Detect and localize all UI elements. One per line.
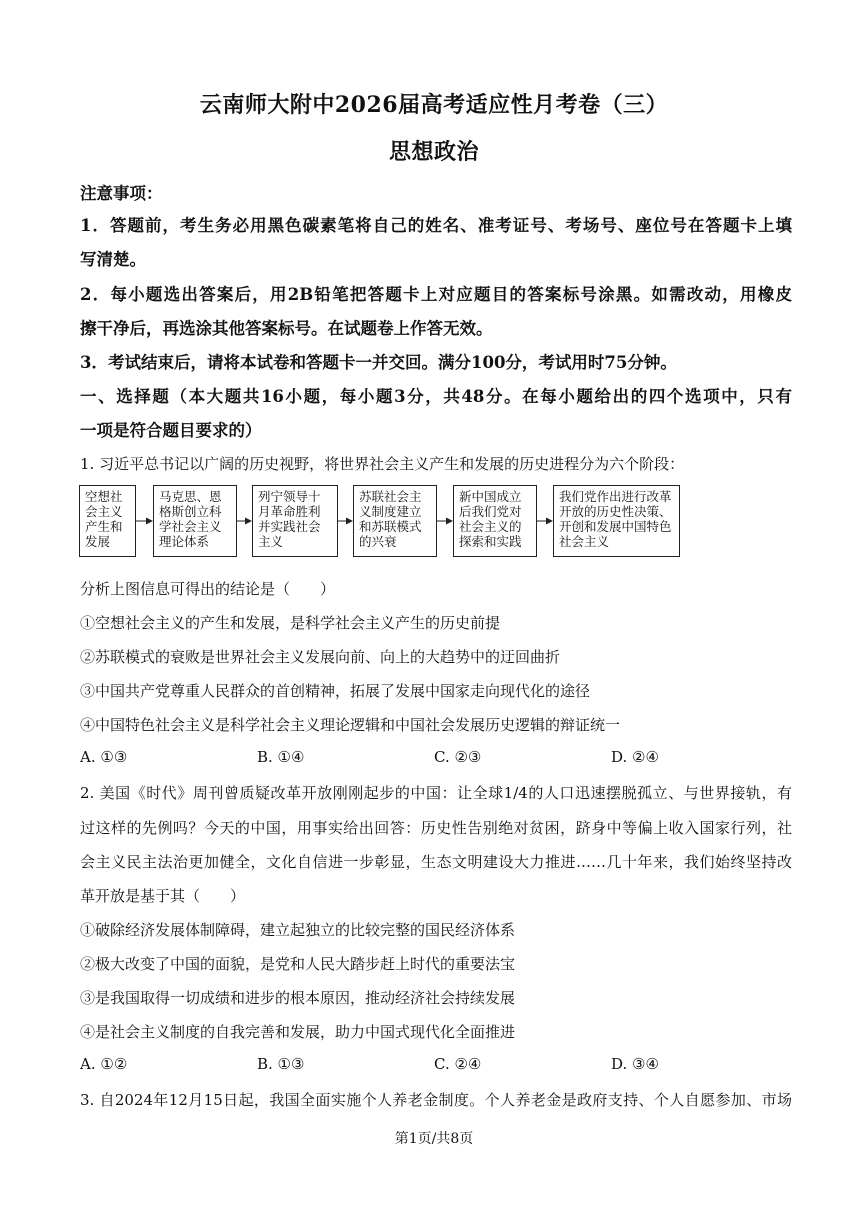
q1-stem: 1. 习近平总书记以广阔的历史视野，将世界社会主义产生和发展的历史进程分为六个阶段： (80, 455, 685, 473)
q2-stem-line-1: 2. 美国《时代》周刊曾质疑改革开放刚刚起步的中国：让全球1/4的人口迅速摆脱孤立、与世界接轨，有 (80, 784, 792, 802)
flow-stage-6: 我们党作出进行改革开放的历史性决策、开创和发展中国特色社会主义 (553, 485, 680, 557)
q1-statement-2: ②苏联模式的衰败是世界社会主义发展向前、向上的大趋势中的迂回曲折 (80, 648, 561, 666)
flow-stage-3: 列宁领导十月革命胜利并实践社会主义 (252, 485, 338, 557)
subject-title: 思想政治 (388, 139, 479, 165)
q1-question: 分析上图信息可得出的结论是（ ） (80, 580, 336, 598)
notice-item-2-line-2: 擦干净后，再选涂其他答案标号。在试题卷上作答无效。 (80, 319, 493, 338)
flow-stage-2: 马克思、恩格斯创立科学社会主义理论体系 (153, 485, 237, 557)
notice-heading: 注意事项： (80, 184, 163, 203)
q1-option-b[interactable]: B. ①④ (257, 748, 305, 766)
q2-option-c[interactable]: C. ②④ (434, 1055, 482, 1073)
q2-stem-line-2: 过这样的先例吗？今天的中国，用事实给出回答：历史性告别绝对贫困，跻身中等偏上收入国家行列，社 (80, 819, 792, 837)
q2-option-d[interactable]: D. ③④ (611, 1055, 659, 1073)
section-1-heading-line-1: 一、选择题（本大题共16小题，每小题3分，共48分。在每小题给出的四个选项中，只有 (80, 387, 792, 406)
q1-statement-4: ④中国特色社会主义是科学社会主义理论逻辑和中国社会发展历史逻辑的辩证统一 (80, 716, 621, 734)
q2-option-b[interactable]: B. ①③ (257, 1055, 305, 1073)
q3-stem-line-1: 3. 自2024年12月15日起，我国全面实施个人养老金制度。个人养老金是政府支持、个人自愿参加、市场 (80, 1091, 792, 1109)
flow-stage-5: 新中国成立后我们党对社会主义的探索和实践 (453, 485, 537, 557)
q2-statement-2: ②极大改变了中国的面貌，是党和人民大踏步赶上时代的重要法宝 (80, 955, 516, 973)
q2-option-a[interactable]: A. ①② (80, 1055, 128, 1073)
q2-stem-line-4: 革开放是基于其（ ） (80, 887, 246, 905)
q2-statement-3: ③是我国取得一切成绩和进步的根本原因，推动经济社会持续发展 (80, 989, 516, 1007)
notice-item-3: 3．考试结束后，请将本试卷和答题卡一并交回。满分100分，考试用时75分钟。 (80, 353, 677, 372)
q2-statement-4: ④是社会主义制度的自我完善和发展，助力中国式现代化全面推进 (80, 1023, 516, 1041)
q1-statement-1: ①空想社会主义的产生和发展，是科学社会主义产生的历史前提 (80, 614, 501, 632)
q1-option-c[interactable]: C. ②③ (434, 748, 482, 766)
flow-stage-4: 苏联社会主义制度建立和苏联模式的兴衰 (353, 485, 437, 557)
section-1-heading-line-2: 一项是符合题目要求的） (80, 421, 262, 440)
q1-flowchart (79, 485, 681, 559)
notice-item-1-line-1: 1．答题前，考生务必用黑色碳素笔将自己的姓名、准考证号、考场号、座位号在答题卡上填 (80, 216, 792, 235)
flow-stage-1: 空想社会主义产生和发展 (79, 485, 136, 557)
q2-stem-line-3: 会主义民主法治更加健全，文化自信进一步彰显，生态文明建设大力推进……几十年来，我们始终坚持改 (80, 853, 792, 871)
q1-statement-3: ③中国共产党尊重人民群众的首创精神，拓展了发展中国家走向现代化的途径 (80, 682, 591, 700)
q1-option-d[interactable]: D. ②④ (611, 748, 659, 766)
q1-option-a[interactable]: A. ①③ (80, 748, 128, 766)
page-footer: 第1页/共8页 (394, 1131, 474, 1147)
notice-item-2-line-1: 2．每小题选出答案后，用2B铅笔把答题卡上对应题目的答案标号涂黑。如需改动，用橡皮 (80, 285, 792, 304)
q2-statement-1: ①破除经济发展体制障碍，建立起独立的比较完整的国民经济体系 (80, 921, 516, 939)
exam-title: 云南师大附中2026届高考适应性月考卷（三） (199, 92, 669, 118)
flow-arrows (79, 485, 681, 559)
notice-item-1-line-2: 写清楚。 (80, 250, 146, 269)
